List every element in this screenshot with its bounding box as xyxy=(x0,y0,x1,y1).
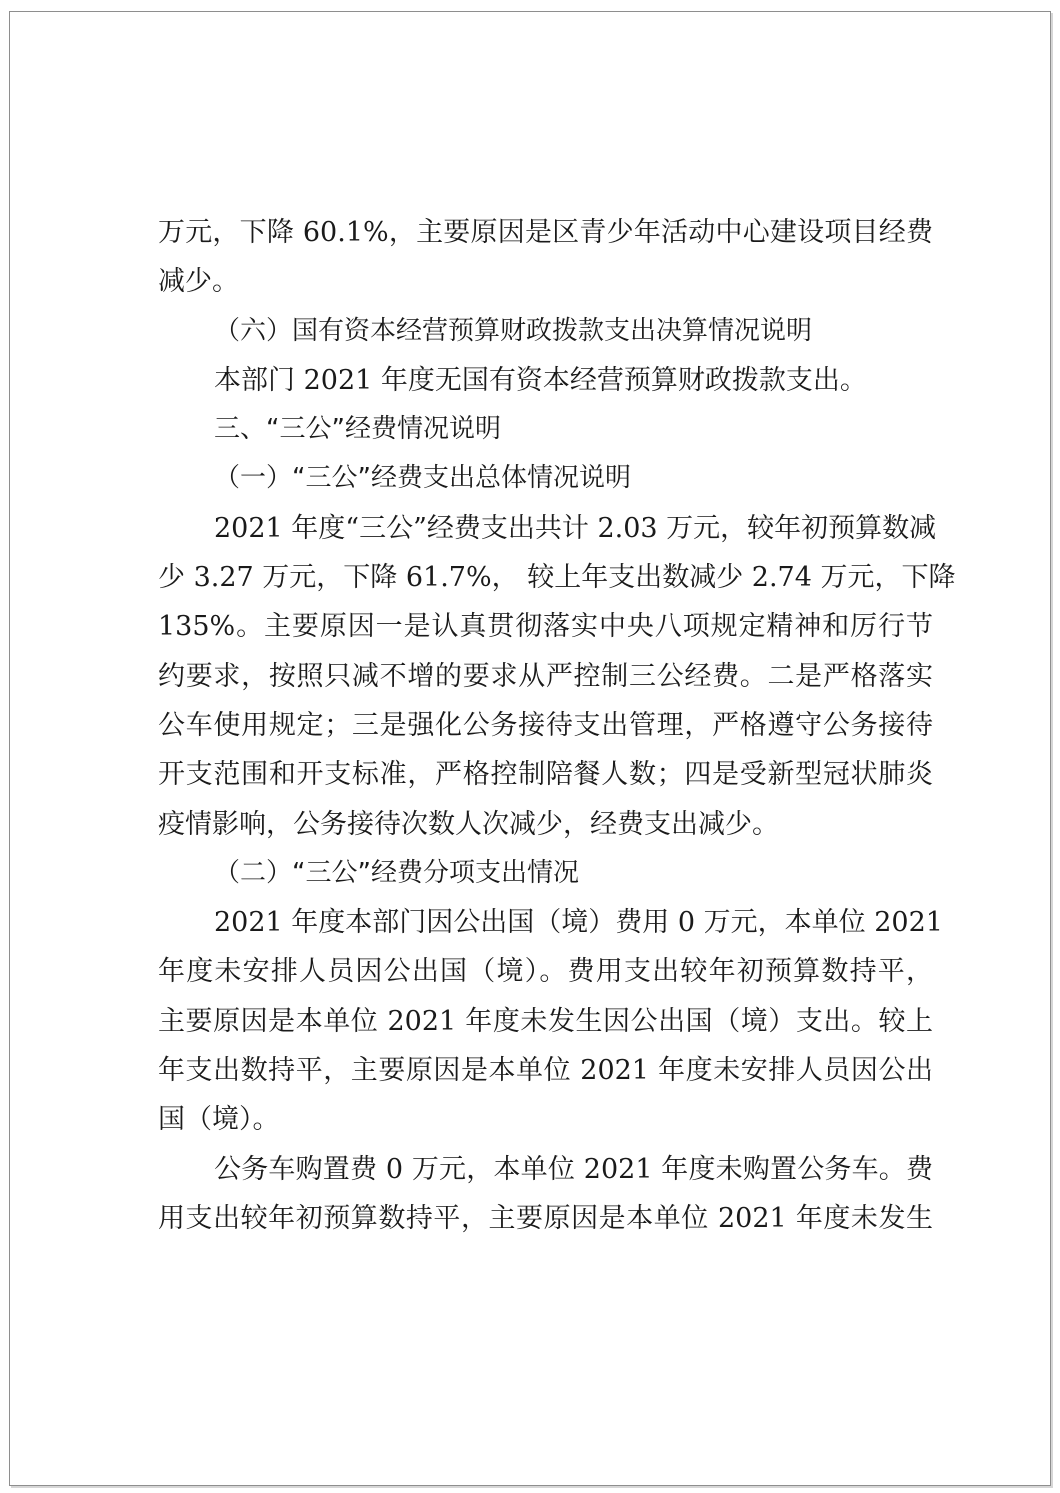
paragraph-line: 年度未安排人员因公出国（境）。费用支出较年初预算数持平， xyxy=(158,956,933,988)
paragraph-line: 公务车购置费 0 万元，本单位 2021 年度未购置公务车。费 xyxy=(214,1153,933,1185)
paragraph-line: 年支出数持平，主要原因是本单位 2021 年度未安排人员因公出 xyxy=(158,1055,933,1087)
paragraph-line: 少 3.27 万元，下降 61.7%， 较上年支出数减少 2.74 万元，下降 xyxy=(158,562,956,594)
document-body xyxy=(158,208,956,1243)
paragraph-line: 135%。主要原因一是认真贯彻落实中央八项规定精神和厉行节 xyxy=(158,611,933,643)
paragraph-line: 减少。 xyxy=(158,266,239,298)
paragraph-line: 2021 年度本部门因公出国（境）费用 0 万元，本单位 2021 xyxy=(214,907,943,939)
document-page xyxy=(9,11,1051,1486)
section-heading-6: （六）国有资本经营预算财政拨款支出决算情况说明 xyxy=(214,315,813,346)
paragraph-line: 国（境）。 xyxy=(158,1104,280,1136)
chapter-heading-3: 三、“三公”经费情况说明 xyxy=(214,414,501,445)
paragraph-line: 主要原因是本单位 2021 年度未发生因公出国（境）支出。较上 xyxy=(158,1005,933,1037)
paragraph-line: 万元，下降 60.1%，主要原因是区青少年活动中心建设项目经费 xyxy=(158,217,933,248)
paragraph-line: 疫情影响，公务接待次数人次减少，经费支出减少。 xyxy=(158,808,779,840)
section-heading-2: （二）“三公”经费分项支出情况 xyxy=(214,857,579,888)
paragraph-line: 用支出较年初预算数持平，主要原因是本单位 2021 年度未发生 xyxy=(158,1202,933,1234)
paragraph-line: 本部门 2021 年度无国有资本经营预算财政拨款支出。 xyxy=(214,364,867,396)
section-heading-1: （一）“三公”经费支出总体情况说明 xyxy=(214,463,631,494)
paragraph-line: 公车使用规定；三是强化公务接待支出管理，严格遵守公务接待 xyxy=(158,709,933,741)
paragraph-line: 2021 年度“三公”经费支出共计 2.03 万元，较年初预算数减 xyxy=(214,512,937,544)
paragraph-line: 开支范围和开支标准，严格控制陪餐人数；四是受新型冠状肺炎 xyxy=(158,759,933,791)
paragraph-line: 约要求，按照只减不增的要求从严控制三公经费。二是严格落实 xyxy=(158,660,933,692)
